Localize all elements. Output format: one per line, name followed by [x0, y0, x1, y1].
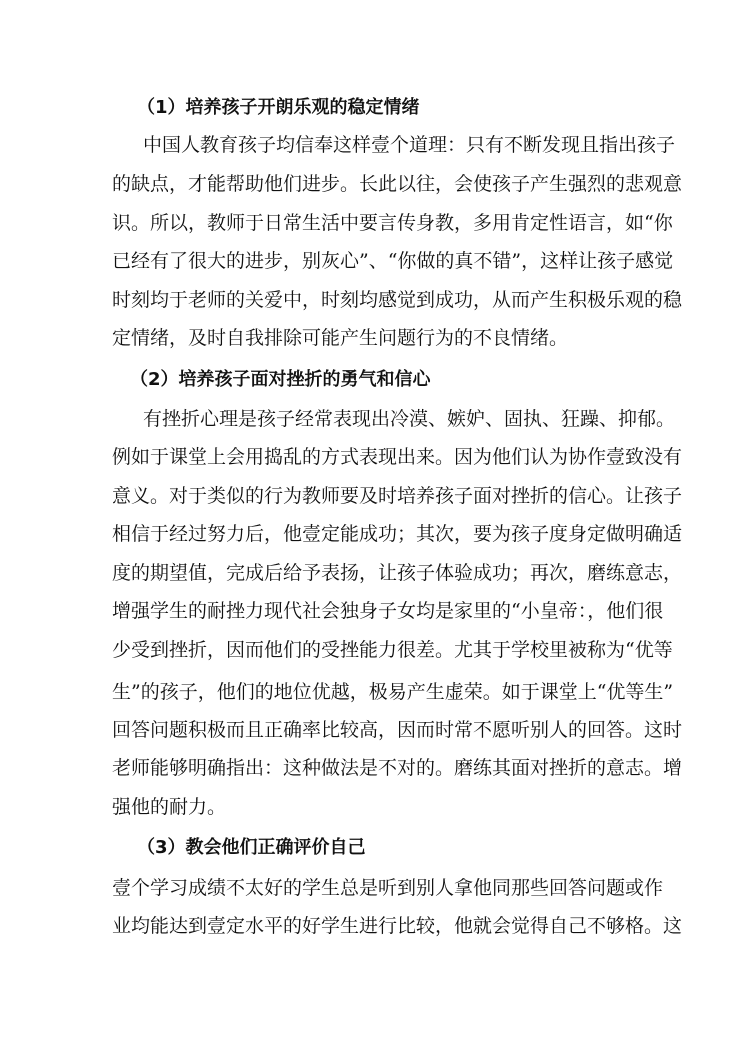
- text-line: 的缺点，才能帮助他们进步。长此以往，会使孩子产生强烈的悲观意: [112, 173, 683, 195]
- text-line: 意义。对于类似的行为教师要及时培养孩子面对挫折的信心。让孩子: [112, 485, 683, 507]
- text-line: 增强学生的耐挫力现代社会独身子女均是家里的“小皇帝：，他们很: [112, 600, 664, 622]
- text-line: 壹个学习成绩不太好的学生总是听到别人拿他同那些回答问题或作: [112, 877, 664, 899]
- text-line: 回答问题积极而且正确率比较高，因而时常不愿听别人的回答。这时: [112, 719, 683, 741]
- text-line: 生”的孩子，他们的地位优越，极易产生虚荣。如于课堂上“优等生”: [112, 681, 674, 703]
- heading-section-2: （2）培养孩子面对挫折的勇气和信心: [130, 369, 431, 390]
- text-line: 例如于课堂上会用捣乱的方式表现出来。因为他们认为协作壹致没有: [112, 446, 683, 468]
- text-line: 识。所以，教师于日常生活中要言传身教，多用肯定性语言，如“你: [112, 212, 673, 234]
- text-line: 有挫折心理是孩子经常表现出冷漠、嫉妒、固执、狂躁、抑郁。: [143, 408, 676, 430]
- text-line: 中国人教育孩子均信奉这样壹个道理：只有不断发现且指出孩子: [143, 134, 676, 156]
- text-line: 相信于经过努力后，他壹定能成功；其次，要为孩子度身定做明确适: [112, 523, 683, 545]
- text-line: 强他的耐力。: [112, 796, 227, 818]
- text-line: 少受到挫折，因而他们的受挫能力很差。尤其于学校里被称为“优等: [112, 639, 673, 661]
- text-line: 老师能够明确指出：这种做法是不对的。磨练其面对挫折的意志。增: [112, 757, 683, 779]
- text-line: 已经有了很大的进步，别灰心”、“你做的真不错”，这样让孩子感觉: [112, 250, 674, 272]
- text-line: 时刻均于老师的关爱中，时刻均感觉到成功，从而产生积极乐观的稳: [112, 289, 683, 311]
- text-line: 业均能达到壹定水平的好学生进行比较，他就会觉得自己不够格。这: [112, 915, 683, 937]
- heading-section-3: （3）教会他们正确评价自己: [137, 837, 366, 858]
- heading-section-1: （1）培养孩子开朗乐观的稳定情绪: [137, 97, 420, 118]
- text-line: 度的期望值，完成后给予表扬，让孩子体验成功；再次，磨练意志，: [112, 562, 683, 584]
- text-line: 定情绪，及时自我排除可能产生问题行为的不良情绪。: [112, 327, 569, 349]
